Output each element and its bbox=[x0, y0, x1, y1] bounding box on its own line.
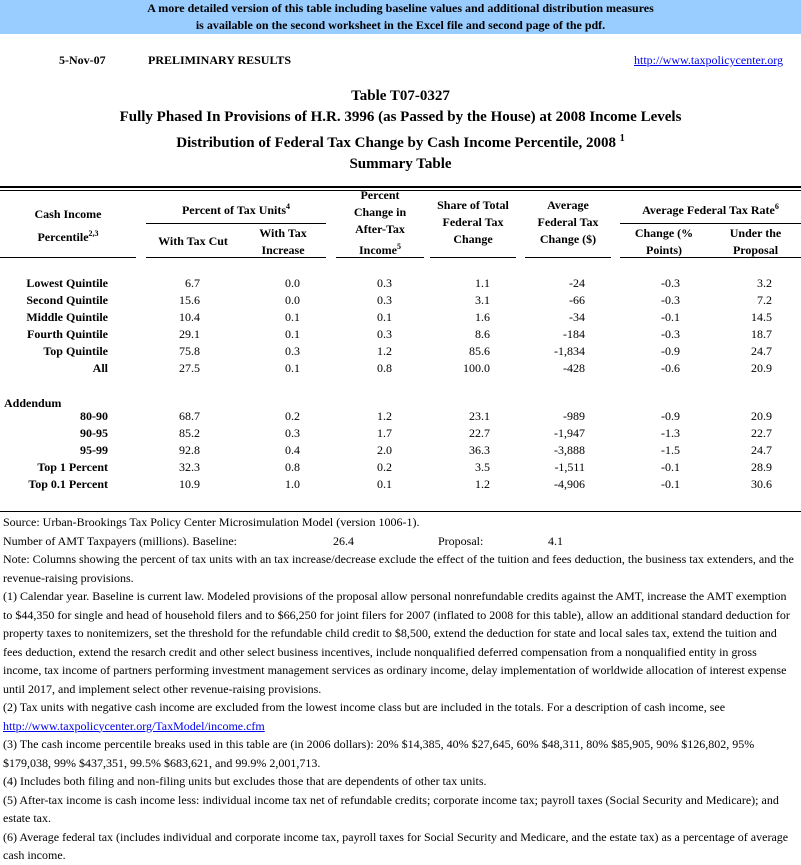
cell-rate-chg: -0.6 bbox=[661, 361, 680, 375]
cell-cut: 27.5 bbox=[179, 361, 200, 375]
cell-pct-chg: 2.0 bbox=[377, 443, 392, 457]
cell-rate: 20.9 bbox=[751, 361, 772, 375]
header-rule-bottom bbox=[336, 257, 424, 258]
row-label: Fourth Quintile bbox=[26, 327, 108, 341]
cell-pct-chg: 0.1 bbox=[377, 310, 392, 324]
col-header-pct-change-after-tax: Percent Change in After-Tax Income$^5$ bbox=[353, 188, 407, 257]
table-row bbox=[0, 343, 801, 360]
cell-avg-chg: -24 bbox=[569, 276, 585, 290]
footnote-4: (4) Includes both filing and non-filing units but excludes those that are dependents of other tax units. bbox=[3, 774, 487, 788]
cell-rate: 24.7 bbox=[751, 443, 772, 457]
cell-inc: 1.0 bbox=[285, 477, 300, 491]
row-label: All bbox=[92, 361, 108, 375]
report-date: 5-Nov-07 bbox=[59, 53, 106, 67]
cell-avg-chg: -66 bbox=[569, 293, 585, 307]
cell-inc: 0.2 bbox=[285, 409, 300, 423]
addendum-label: Addendum bbox=[4, 396, 62, 410]
header-rule-bottom bbox=[620, 257, 801, 258]
cell-avg-chg: -1,947 bbox=[554, 426, 585, 440]
cell-avg-chg: -4,906 bbox=[554, 477, 585, 491]
table-row bbox=[0, 408, 801, 425]
cell-inc: 0.1 bbox=[285, 310, 300, 324]
cell-rate-chg: -1.3 bbox=[661, 426, 680, 440]
cell-inc: 0.1 bbox=[285, 327, 300, 341]
footnote-6: (6) Average federal tax (includes individual and corporate income tax, payroll taxes for Social Security and Medicare, and the estate tax) as a percentage of average cash income. bbox=[3, 829, 789, 862]
col-header-share-total: Share of Total Federal Tax Change bbox=[437, 198, 509, 246]
footnote-3: (3) The cash income percentile breaks used in this table are (in 2006 dollars): 20% $14,385, 40% $27,645, 60% $48,311, 80% $85,905, 90% $126,802, 95% $179,038, 99% $437,351, 99.5% $683,621, and 99.9% 2,001,713. bbox=[3, 737, 755, 770]
source-note: Source: Urban-Brookings Tax Policy Center Microsimulation Model (version 1006-1). bbox=[3, 515, 420, 529]
amt-taxpayers-line: Number of AMT Taxpayers (millions). Baseline: 26.4 Proposal: 4.1 bbox=[3, 532, 798, 551]
cell-cut: 6.7 bbox=[185, 276, 200, 290]
group-rule-avg-rate bbox=[620, 223, 801, 224]
cell-share: 3.5 bbox=[475, 460, 490, 474]
cell-rate: 24.7 bbox=[751, 344, 772, 358]
cell-avg-chg: -3,888 bbox=[554, 443, 585, 457]
cell-share: 8.6 bbox=[475, 327, 490, 341]
cell-cut: 75.8 bbox=[179, 344, 200, 358]
cell-pct-chg: 0.3 bbox=[377, 327, 392, 341]
cell-avg-chg: -34 bbox=[569, 310, 585, 324]
col-header-with-tax-cut: With Tax Cut bbox=[158, 234, 228, 248]
cell-rate-chg: -0.9 bbox=[661, 344, 680, 358]
header-rule-bottom bbox=[430, 257, 516, 258]
tpc-website-link[interactable]: http://www.taxpolicycenter.org bbox=[634, 53, 783, 67]
footnote-ref: 1 bbox=[619, 133, 625, 144]
cell-inc: 0.0 bbox=[285, 276, 300, 290]
col-header-under-proposal: Under the Proposal bbox=[729, 226, 782, 257]
table-row bbox=[0, 476, 801, 493]
cell-inc: 0.4 bbox=[285, 443, 300, 457]
cell-cut: 29.1 bbox=[179, 327, 200, 341]
row-label: 80-90 bbox=[80, 409, 108, 423]
cell-rate: 30.6 bbox=[751, 477, 772, 491]
cell-pct-chg: 1.2 bbox=[377, 344, 392, 358]
row-label: Top 1 Percent bbox=[37, 460, 108, 474]
cell-pct-chg: 1.2 bbox=[377, 409, 392, 423]
table-subtitle: Fully Phased In Provisions of H.R. 3996 (as Passed by the House) at 2008 Income Levels bbox=[119, 109, 682, 125]
cell-cut: 15.6 bbox=[179, 293, 200, 307]
header-rule-bottom bbox=[0, 257, 136, 258]
col-header-with-tax-increase: With Tax Increase bbox=[259, 226, 307, 257]
cell-inc: 0.8 bbox=[285, 460, 300, 474]
table-row bbox=[0, 326, 801, 343]
cell-cut: 10.4 bbox=[179, 310, 200, 324]
table-bottom-rule bbox=[0, 511, 801, 512]
cell-share: 85.6 bbox=[469, 344, 490, 358]
cell-rate-chg: -0.3 bbox=[661, 327, 680, 341]
cell-share: 1.6 bbox=[475, 310, 490, 324]
cell-pct-chg: 0.2 bbox=[377, 460, 392, 474]
col-header-rate-change: Change (% Points) bbox=[634, 226, 694, 257]
table-titles bbox=[0, 86, 801, 175]
summary-label: Summary Table bbox=[349, 156, 452, 172]
col-group-avg-rate: Average Federal Tax Rate$^6$ bbox=[642, 202, 779, 217]
table-row bbox=[0, 459, 801, 476]
col-header-avg-tax-change: Average Federal Tax Change ($) bbox=[537, 198, 599, 246]
cell-rate-chg: -0.9 bbox=[661, 409, 680, 423]
cell-inc: 0.3 bbox=[285, 426, 300, 440]
income-description-link[interactable]: http://www.taxpolicycenter.org/TaxModel/income.cfm bbox=[3, 718, 265, 733]
col-header-percentile: Cash Income Percentile$^{2,3}$ bbox=[34, 207, 102, 244]
row-label: Top Quintile bbox=[43, 344, 108, 358]
group-rule-tax-units bbox=[146, 223, 326, 224]
cell-rate: 22.7 bbox=[751, 426, 772, 440]
cell-inc: 0.0 bbox=[285, 293, 300, 307]
table-row bbox=[0, 309, 801, 326]
cell-rate: 3.2 bbox=[757, 276, 772, 290]
cell-inc: 0.3 bbox=[285, 344, 300, 358]
cell-share: 23.1 bbox=[469, 409, 490, 423]
cell-share: 1.2 bbox=[475, 477, 490, 491]
cell-rate-chg: -0.1 bbox=[661, 460, 680, 474]
columns-note: Note: Columns showing the percent of tax units with an tax increase/decrease exclude the effect of the tuition and fees deduction, the business tax extenders, and the revenue-raising provisions. bbox=[3, 552, 794, 585]
footnotes bbox=[3, 513, 798, 865]
info-banner bbox=[0, 0, 801, 34]
table-row bbox=[0, 442, 801, 459]
amt-proposal-value: 4.1 bbox=[548, 533, 563, 548]
cell-pct-chg: 0.3 bbox=[377, 276, 392, 290]
cell-share: 3.1 bbox=[475, 293, 490, 307]
table-id: Table T07-0327 bbox=[351, 88, 450, 104]
table-row bbox=[0, 425, 801, 442]
preliminary-status: PRELIMINARY RESULTS bbox=[148, 53, 292, 67]
cell-avg-chg: -184 bbox=[563, 327, 585, 341]
header-rule-bottom bbox=[146, 257, 326, 258]
footnote-1: (1) Calendar year. Baseline is current law. Modeled provisions of the proposal allow personal nonrefundable credits against the AMT, increase the AMT exemption to $44,350 for single and head of household filers and to $66,250 for joint filers for 2007 (inflated to 2008 for this table), allow an additional standard deduction for property taxes to nonitemizers, set the threshold for the refundable child credit to $8,500, extend the deduction for state and local sales tax, extend the tuition and fees deduction, extend the resarch credit and other select business incentives, include nonqualified deferred compensation from a nonqualified entity in gross income, tax income of partners performing investment management services as ordinary income, delay implementation of worldwide allocation of interest expense until 2017, and implement select other revenue-raising provisions. bbox=[3, 589, 790, 696]
cell-rate-chg: -0.1 bbox=[661, 310, 680, 324]
footnote-5: (5) After-tax income is cash income less: individual income tax net of refundable credits; corporate income tax; payroll taxes (Social Security and Medicare); and estate tax. bbox=[3, 792, 779, 825]
cell-avg-chg: -1,834 bbox=[554, 344, 585, 358]
cell-rate: 20.9 bbox=[751, 409, 772, 423]
cell-rate: 18.7 bbox=[751, 327, 772, 341]
cell-share: 36.3 bbox=[469, 443, 490, 457]
cell-pct-chg: 0.8 bbox=[377, 361, 392, 375]
table-row bbox=[0, 360, 801, 377]
row-label: Top 0.1 Percent bbox=[28, 477, 108, 491]
footnote-2: (2) Tax units with negative cash income are excluded from the lowest income class but are included in the totals. For a description of cash income, see bbox=[3, 700, 726, 714]
cell-rate: 7.2 bbox=[757, 293, 772, 307]
cell-rate: 14.5 bbox=[751, 310, 772, 324]
cell-pct-chg: 1.7 bbox=[377, 426, 392, 440]
cell-share: 1.1 bbox=[475, 276, 490, 290]
cell-inc: 0.1 bbox=[285, 361, 300, 375]
cell-cut: 32.3 bbox=[179, 460, 200, 474]
row-label: 90-95 bbox=[80, 426, 108, 440]
cell-rate-chg: -0.3 bbox=[661, 293, 680, 307]
cell-pct-chg: 0.3 bbox=[377, 293, 392, 307]
cell-share: 100.0 bbox=[463, 361, 490, 375]
cell-avg-chg: -428 bbox=[563, 361, 585, 375]
cell-rate-chg: -0.1 bbox=[661, 477, 680, 491]
banner-line-1: A more detailed version of this table including baseline values and additional distribution measures bbox=[147, 1, 654, 15]
cell-rate: 28.9 bbox=[751, 460, 772, 474]
cell-pct-chg: 0.1 bbox=[377, 477, 392, 491]
cell-cut: 68.7 bbox=[179, 409, 200, 423]
banner-line-2: is available on the second worksheet in the Excel file and second page of the pdf. bbox=[195, 18, 606, 32]
cell-rate-chg: -0.3 bbox=[661, 276, 680, 290]
cell-cut: 92.8 bbox=[179, 443, 200, 457]
row-label: 95-99 bbox=[80, 443, 108, 457]
cell-rate-chg: -1.5 bbox=[661, 443, 680, 457]
cell-avg-chg: -1,511 bbox=[554, 460, 585, 474]
cell-avg-chg: -989 bbox=[563, 409, 585, 423]
row-label: Second Quintile bbox=[26, 293, 108, 307]
row-label: Lowest Quintile bbox=[26, 276, 108, 290]
col-group-tax-units: Percent of Tax Units$^4$ bbox=[181, 202, 291, 217]
cell-cut: 10.9 bbox=[179, 477, 200, 491]
table-description: Distribution of Federal Tax Change by Cash Income Percentile, 2008 $^1$ bbox=[176, 133, 625, 151]
header-rule-bottom bbox=[525, 257, 611, 258]
table-row bbox=[0, 275, 801, 292]
table-row bbox=[0, 292, 801, 309]
cell-cut: 85.2 bbox=[179, 426, 200, 440]
amt-baseline-value: 26.4 bbox=[333, 533, 354, 548]
cell-share: 22.7 bbox=[469, 426, 490, 440]
row-label: Middle Quintile bbox=[26, 310, 108, 324]
